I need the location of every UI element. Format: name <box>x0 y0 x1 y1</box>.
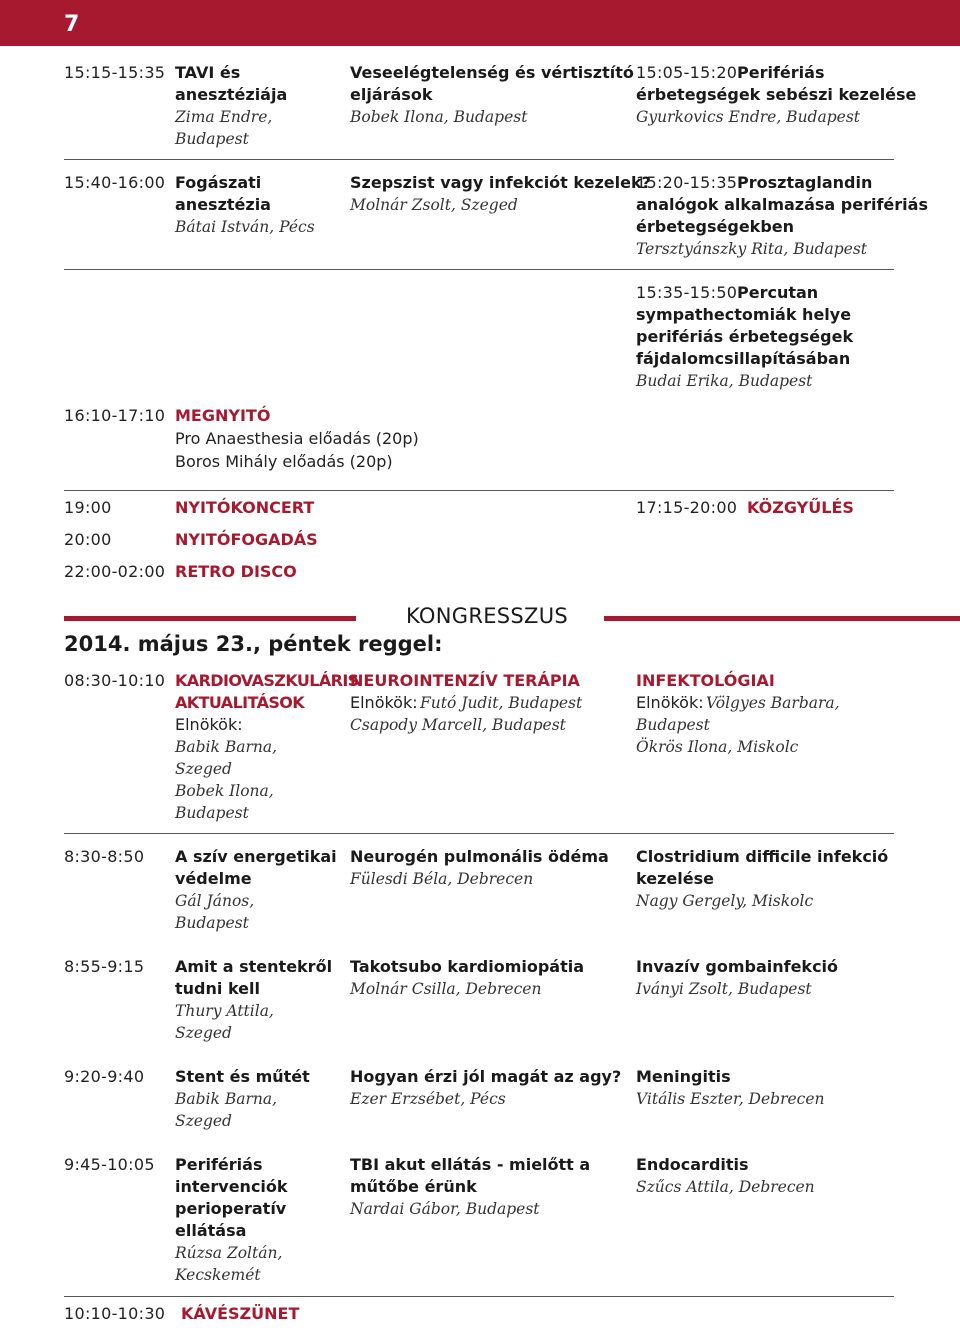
talk-title: ellátása <box>175 1221 247 1240</box>
speaker: Budapest <box>175 130 249 148</box>
chairs-label: Elnökök: <box>175 715 243 734</box>
session-title: NEUROINTENZÍV TERÁPIA <box>350 671 580 690</box>
time-label: 8:30-8:50 <box>64 847 145 866</box>
event-title: NYITÓFOGADÁS <box>175 530 318 549</box>
session-title: KARDIOVASZKULÁRIS <box>175 671 359 690</box>
talk-title: anesztéziája <box>175 85 288 104</box>
talk-title: Perifériás <box>737 63 825 82</box>
speaker: Molnár Zsolt, Szeged <box>350 196 518 214</box>
talk-title: védelme <box>175 869 252 888</box>
chair: Budapest <box>636 716 710 734</box>
divider <box>64 1296 894 1297</box>
event-title: KÁVÉSZÜNET <box>181 1304 300 1323</box>
talk-title: anesztézia <box>175 195 271 214</box>
talk-title: Neurogén pulmonális ödéma <box>350 847 609 866</box>
talk-title: TAVI és <box>175 63 241 82</box>
event-title: NYITÓKONCERT <box>175 498 315 517</box>
event-title: MEGNYITÓ <box>175 406 271 425</box>
speaker: Bobek Ilona, Budapest <box>350 108 528 126</box>
time-label: 15:15-15:35 <box>64 63 166 82</box>
divider <box>64 269 894 270</box>
talk-title: Takotsubo kardiomiopátia <box>350 957 585 976</box>
time-label: 16:10-17:10 <box>64 406 166 425</box>
talk-title: műtőbe érünk <box>350 1177 477 1196</box>
chair: Csapody Marcell, Budapest <box>350 716 566 734</box>
section-title: KONGRESSZUS <box>406 604 569 628</box>
event-detail: Pro Anaesthesia előadás (20p) <box>175 429 419 448</box>
talk-title: Endocarditis <box>636 1155 749 1174</box>
talk-title: tudni kell <box>175 979 260 998</box>
chair: Ökrös Ilona, Miskolc <box>636 738 799 756</box>
talk-title: érbetegségekben <box>636 217 795 236</box>
speaker: Fülesdi Béla, Debrecen <box>350 870 534 888</box>
speaker: Szeged <box>175 1024 232 1042</box>
time-label: 15:40-16:00 <box>64 173 166 192</box>
talk-title: A szív energetikai <box>175 847 337 866</box>
event-detail: Boros Mihály előadás (20p) <box>175 452 393 471</box>
speaker: Budapest <box>175 914 249 932</box>
talk-title: sympathectomiák helye <box>636 305 852 324</box>
talk-title: intervenciók <box>175 1177 288 1196</box>
talk-title: Stent és műtét <box>175 1067 310 1086</box>
talk-title: Hogyan érzi jól magát az agy? <box>350 1067 622 1086</box>
talk-title: Fogászati <box>175 173 262 192</box>
talk-title: Szepszist vagy infekciót kezelek? <box>350 173 651 192</box>
time-label: 9:20-9:40 <box>64 1067 145 1086</box>
time-label: 22:00-02:00 <box>64 562 166 581</box>
speaker: Thury Attila, <box>175 1002 274 1020</box>
time-label: 15:05-15:20 <box>636 63 738 82</box>
time-label: 19:00 <box>64 498 112 517</box>
talk-title: analógok alkalmazása perifériás <box>636 195 928 214</box>
talk-title: Prosztaglandin <box>737 173 873 192</box>
speaker: Tersztyánszky Rita, Budapest <box>636 240 868 258</box>
talk-title: perioperatív <box>175 1199 287 1218</box>
time-label: 17:15-20:00 <box>636 498 738 517</box>
talk-title: Clostridium difficile infekció <box>636 847 889 866</box>
talk-title: érbetegségek sebészi kezelése <box>636 85 917 104</box>
chair: Szeged <box>175 760 232 778</box>
time-label: 9:45-10:05 <box>64 1155 155 1174</box>
event-title: KÖZGYŰLÉS <box>747 498 854 517</box>
talk-title: Perifériás <box>175 1155 263 1174</box>
section-band-right <box>604 616 960 621</box>
time-label: 10:10-10:30 <box>64 1304 166 1323</box>
time-label: 08:30-10:10 <box>64 671 166 690</box>
speaker: Iványi Zsolt, Budapest <box>636 980 812 998</box>
chair: Futó Judit, Budapest <box>420 694 583 712</box>
speaker: Babik Barna, <box>175 1090 278 1108</box>
speaker: Budai Erika, Budapest <box>636 372 813 390</box>
speaker: Gyurkovics Endre, Budapest <box>636 108 861 126</box>
talk-title: Percutan <box>737 283 819 302</box>
time-label: 20:00 <box>64 530 112 549</box>
talk-title: kezelése <box>636 869 714 888</box>
speaker: Nagy Gergely, Miskolc <box>636 892 814 910</box>
speaker: Ezer Erzsébet, Pécs <box>350 1090 506 1108</box>
time-label: 15:20-15:35 <box>636 173 738 192</box>
divider <box>64 490 894 491</box>
time-label: 15:35-15:50 <box>636 283 738 302</box>
speaker: Szűcs Attila, Debrecen <box>636 1178 815 1196</box>
time-label: 8:55-9:15 <box>64 957 145 976</box>
session-title: INFEKTOLÓGIAI <box>636 671 775 690</box>
day-heading: 2014. május 23., péntek reggel: <box>64 632 443 656</box>
talk-title: fájdalomcsillapításában <box>636 349 851 368</box>
speaker: Rúzsa Zoltán, <box>175 1244 283 1262</box>
speaker: Zima Endre, <box>175 108 273 126</box>
speaker: Bátai István, Pécs <box>175 218 315 236</box>
talk-title: Veseelégtelenség és vértisztító <box>350 63 634 82</box>
talk-title: Amit a stentekről <box>175 957 333 976</box>
divider <box>64 159 894 160</box>
speaker: Nardai Gábor, Budapest <box>350 1200 540 1218</box>
session-title: AKTUALITÁSOK <box>175 693 305 712</box>
talk-title: perifériás érbetegségek <box>636 327 854 346</box>
divider <box>64 833 894 834</box>
section-band-left <box>64 616 356 621</box>
talk-title: Invazív gombainfekció <box>636 957 839 976</box>
speaker: Kecskemét <box>175 1266 261 1284</box>
talk-title: Meningitis <box>636 1067 731 1086</box>
talk-title: TBI akut ellátás - mielőtt a <box>350 1155 591 1174</box>
chairs-label: Elnökök: <box>350 693 418 712</box>
page-number: 7 <box>64 12 80 37</box>
speaker: Szeged <box>175 1112 232 1130</box>
speaker: Vitális Eszter, Debrecen <box>636 1090 825 1108</box>
talk-title: eljárások <box>350 85 433 104</box>
chair: Völgyes Barbara, <box>706 694 840 712</box>
chair: Budapest <box>175 804 249 822</box>
chairs-label: Elnökök: <box>636 693 704 712</box>
event-title: RETRO DISCO <box>175 562 297 581</box>
speaker: Gál János, <box>175 892 255 910</box>
chair: Bobek Ilona, <box>175 782 274 800</box>
chair: Babik Barna, <box>175 738 278 756</box>
header-bar <box>0 0 960 46</box>
speaker: Molnár Csilla, Debrecen <box>350 980 542 998</box>
